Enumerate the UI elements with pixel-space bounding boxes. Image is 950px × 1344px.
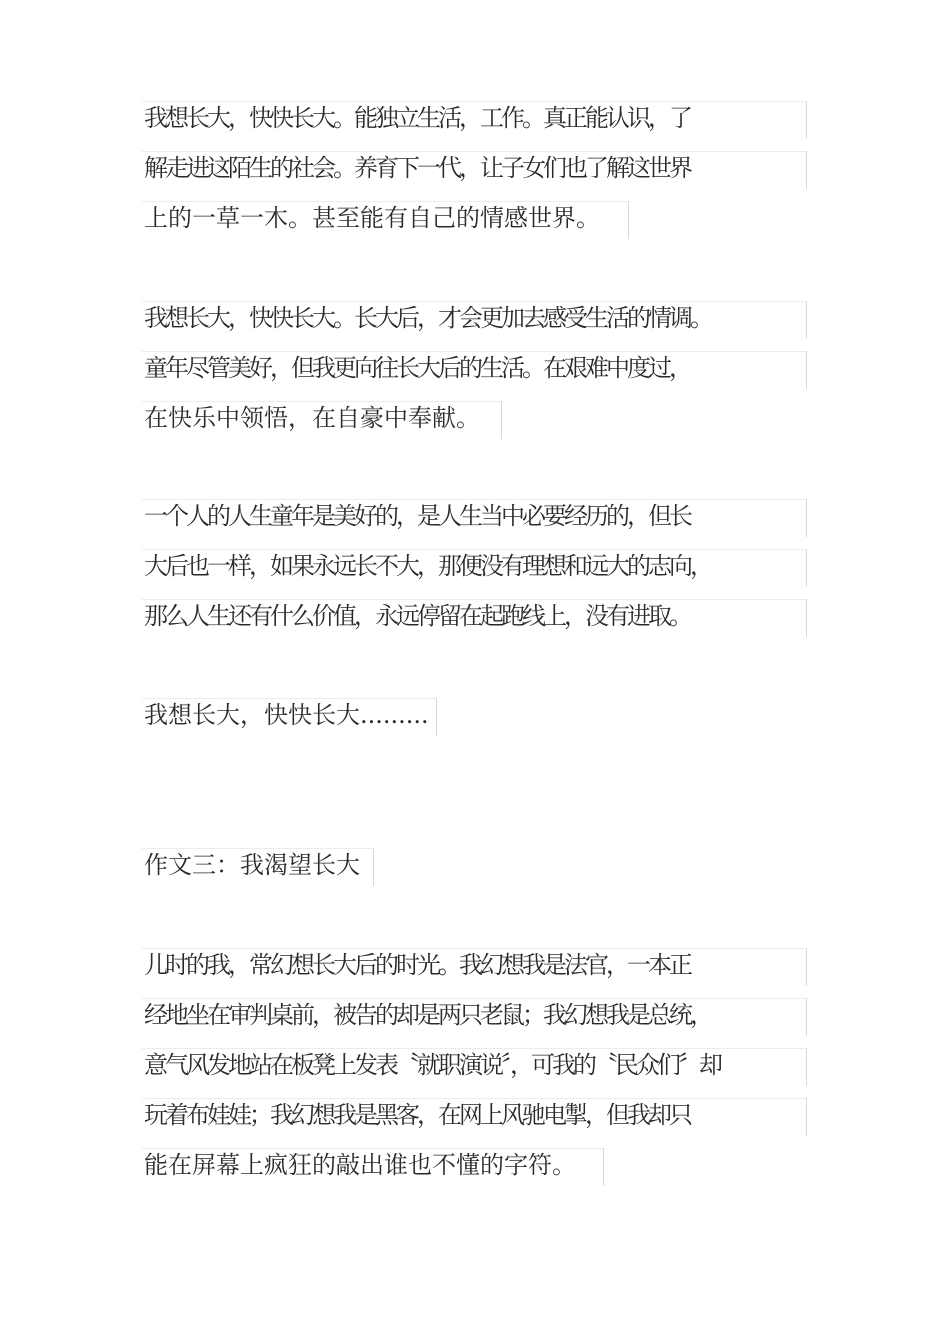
text-line (144, 990, 806, 1040)
text-line (144, 591, 806, 641)
text-line-content: 作文三：我渴望长大 (144, 840, 373, 890)
text-line-content: 能在屏幕上疯狂的敲出谁也不懂的字符。 (144, 1140, 603, 1190)
text-line-content: 我想长大，快快长大......... (144, 690, 436, 740)
text-line-content: 我想长大，快快长大。长大后，才会更加去感受生活的情调。 (144, 293, 806, 343)
paragraph-3 (144, 491, 806, 641)
paragraph-1 (144, 93, 806, 243)
text-line (144, 940, 806, 990)
text-line (144, 1040, 806, 1090)
text-line (144, 193, 806, 243)
text-line (144, 690, 806, 740)
text-line (144, 293, 806, 343)
text-line (144, 1090, 806, 1140)
text-line (144, 491, 806, 541)
text-line-content: 在快乐中领悟，在自豪中奉献。 (144, 393, 501, 443)
text-line-content: 大后也一样，如果永远长不大，那便没有理想和远大的志向， (144, 541, 806, 591)
text-line-content: 解走进这陌生的社会。养育下一代，让子女们也了解这世界 (144, 143, 806, 193)
text-line-content: 童年尽管美好，但我更向往长大后的生活。在艰难中度过， (144, 343, 806, 393)
text-line (144, 541, 806, 591)
text-line-content: 经地坐在审判桌前，被告的却是两只老鼠；我幻想我是总统， (144, 990, 806, 1040)
text-line-content: 那么人生还有什么价值，永远停留在起跑线上，没有进取。 (144, 591, 806, 641)
text-line-content: 我想长大，快快长大。能独立生活，工作。真正能认识，了 (144, 93, 806, 143)
text-line-content: 意气风发地站在板凳上发表〝就职演说〞，可我的〝民众们〞却 (144, 1040, 806, 1090)
text-line-content: 上的一草一木。甚至能有自己的情感世界。 (144, 193, 628, 243)
text-line (144, 840, 806, 890)
text-line (144, 393, 806, 443)
essay-title (144, 840, 806, 890)
paragraph-2 (144, 293, 806, 443)
text-line-content: 一个人的人生童年是美好的，是人生当中必要经历的，但长 (144, 491, 806, 541)
text-line (144, 343, 806, 393)
text-line (144, 1140, 806, 1190)
text-line-content: 儿时的我，常幻想长大后的时光。我幻想我是法官，一本正 (144, 940, 806, 990)
text-line (144, 143, 806, 193)
text-line (144, 93, 806, 143)
text-line-content: 玩着布娃娃；我幻想我是黑客，在网上风驰电掣，但我却只 (144, 1090, 806, 1140)
paragraph-4 (144, 690, 806, 740)
paragraph-5 (144, 940, 806, 1190)
